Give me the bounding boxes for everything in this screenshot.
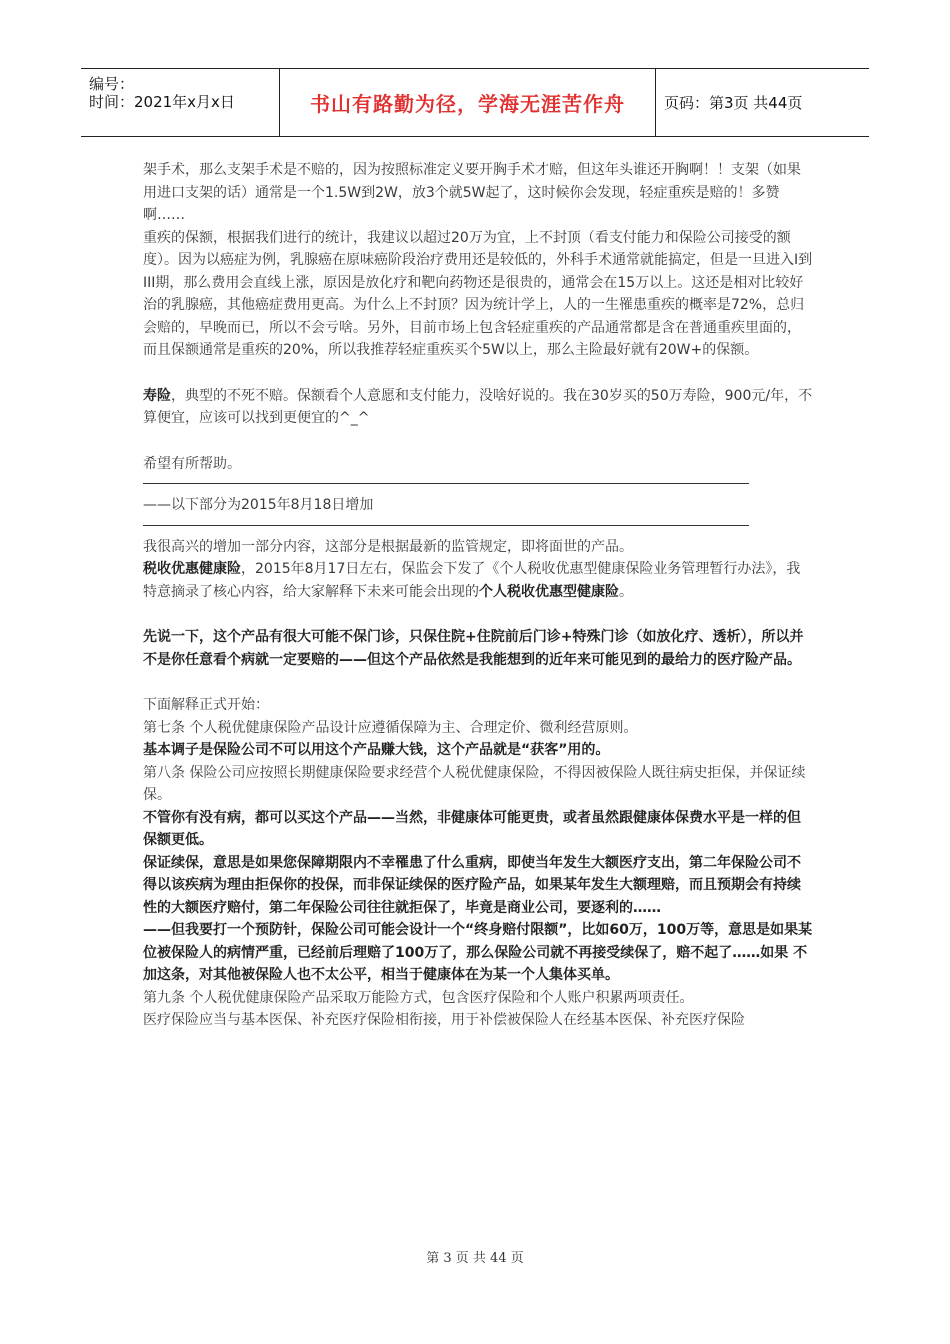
lifetime-limit-comment: ——但我要打一个预防针，保险公司可能会设计一个“终身赔付限额”，比如60万，100万等，意思是如果某位被保险人的病情严重，已经前后理赔了100万了，那么保险公司就不再接受续保了，赔不起了……如果 不加这条，对其他被保险人也不太公平，相当于健康体在为某一个人集体买单。	[143, 922, 813, 983]
paragraph-added-note: ——以下部分为2015年8月18日增加	[143, 497, 374, 513]
page-footer: 第 3 页 共 44 页	[426, 1251, 524, 1266]
guaranteed-renewal-comment: 保证续保，意思是如果您保障期限内不幸罹患了什么重病，即使当年发生大额医疗支出，第二年保险公司不得以该疾病为理由拒保你的投保，而非保证续保的医疗险产品，如果某年发生大额理赔，而且预期会有持续性的大额医疗赔付，第二年保险公司往往就拒保了，毕竟是商业公司，要逐利的……	[143, 854, 801, 916]
paragraph-new-content-intro: 我很高兴的增加一部分内容，这部分是根据最新的监管规定，即将面世的产品。	[143, 538, 633, 555]
life-insurance-text: ，典型的不死不赔。保额看个人意愿和支付能力，没啥好说的。我在30岁买的50万寿险，900元/年，不算便宜，应该可以找到更便宜的^_^	[143, 387, 813, 426]
spacer	[143, 430, 813, 453]
header-middle-cell	[280, 69, 656, 136]
article-7: 第七条 个人税优健康保险产品设计应遵循保障为主、合理定价、微利经营原则。	[143, 719, 638, 736]
header-table	[81, 68, 869, 137]
document-body	[143, 159, 813, 1032]
paragraph-outpatient-note: 先说一下，这个产品有很大可能不保门诊，只保住院+住院前后门诊+特殊门诊（如放化疗、透析），所以并不是你任意看个病就一定要赔的——但这个产品依然是我能想到的近年来可能见到的最给力的医疗险产品。	[143, 629, 804, 668]
header-left-cell	[81, 69, 280, 136]
tax-insurance-term: 税收优惠健康险	[143, 561, 241, 577]
header-right-cell	[656, 69, 869, 136]
spacer	[143, 362, 813, 385]
article-7-comment: 基本调子是保险公司不可以用这个产品赚大钱，这个产品就是“获客”用的。	[143, 742, 610, 758]
article-8: 第八条 保险公司应按照长期健康保险要求经营个人税优健康保险，不得因被保险人既往病史拒保，并保证续保。	[143, 764, 806, 803]
document-code-label: 编号：	[89, 75, 135, 93]
paragraph-tax-health-insurance	[143, 558, 813, 603]
spacer	[143, 671, 813, 694]
tax-insurance-product-term: 个人税收优惠型健康险	[479, 583, 619, 600]
document-date-label: 时间：2021年x月x日	[89, 93, 235, 111]
article-9-detail: 医疗保险应当与基本医保、补充医疗保险相衔接，用于补偿被保险人在经基本医保、补充医疗保险	[143, 1012, 745, 1028]
paragraph-stent: 架手术，那么支架手术是不赔的，因为按照标准定义要开胸手术才赔，但这年头谁还开胸啊！！支架（如果用进口支架的话）通常是一个1.5W到2W，放3个就5W起了，这时候你会发现，轻症重疾是赔的！多赞啊……	[143, 162, 801, 223]
life-insurance-term: 寿险	[143, 387, 171, 404]
article-8-comment: 不管你有没有病，都可以买这个产品——当然，非健康体可能更贵，或者虽然跟健康体保费水平是一样的但保额更低。	[143, 809, 801, 848]
spacer	[143, 603, 813, 626]
divider-line	[143, 483, 749, 484]
article-9: 第九条 个人税优健康保险产品采取万能险方式，包含医疗保险和个人账户积累两项责任。	[143, 989, 694, 1006]
paragraph-hope-helpful: 希望有所帮助。	[143, 455, 241, 472]
paragraph-life-insurance	[143, 385, 813, 430]
motto-text: 书山有路勤为径，学海无涯苦作舟	[310, 92, 625, 116]
page-info: 页码：第3页 共44页	[664, 94, 803, 112]
tax-insurance-end: 。	[619, 583, 633, 600]
divider-line	[143, 525, 749, 526]
paragraph-critical-illness-amount: 重疾的保额，根据我们进行的统计，我建议以超过20万为宜，上不封顶（看支付能力和保险公司接受的额度）。因为以癌症为例，乳腺癌在原味癌阶段治疗费用还是较低的，外科手术通常就能搞定，但是一旦进入I到III期，那么费用会直线上涨，原因是放化疗和靶向药物还是很贵的，通常会在15万以上。这还是相对比较好治的乳腺癌，其他癌症费用更高。为什么上不封顶？因为统计学上，人的一生罹患重疾的概率是72%，总归会赔的，早晚而已，所以不会亏啥。另外，目前市场上包含轻症重疾的产品通常都是含在普通重疾里面的，而且保额通常是重疾的20%，所以我推荐轻症重疾买个5W以上，那么主险最好就有20W+的保额。	[143, 229, 813, 358]
paragraph-explain-start: 下面解释正式开始：	[143, 697, 269, 713]
tax-insurance-text: ，2015年8月17日左右，保监会下发了《个人税收优惠型健康保险业务管理暂行办法》，我特意摘录了核心内容，给大家解释下未来可能会出现的	[143, 561, 801, 600]
